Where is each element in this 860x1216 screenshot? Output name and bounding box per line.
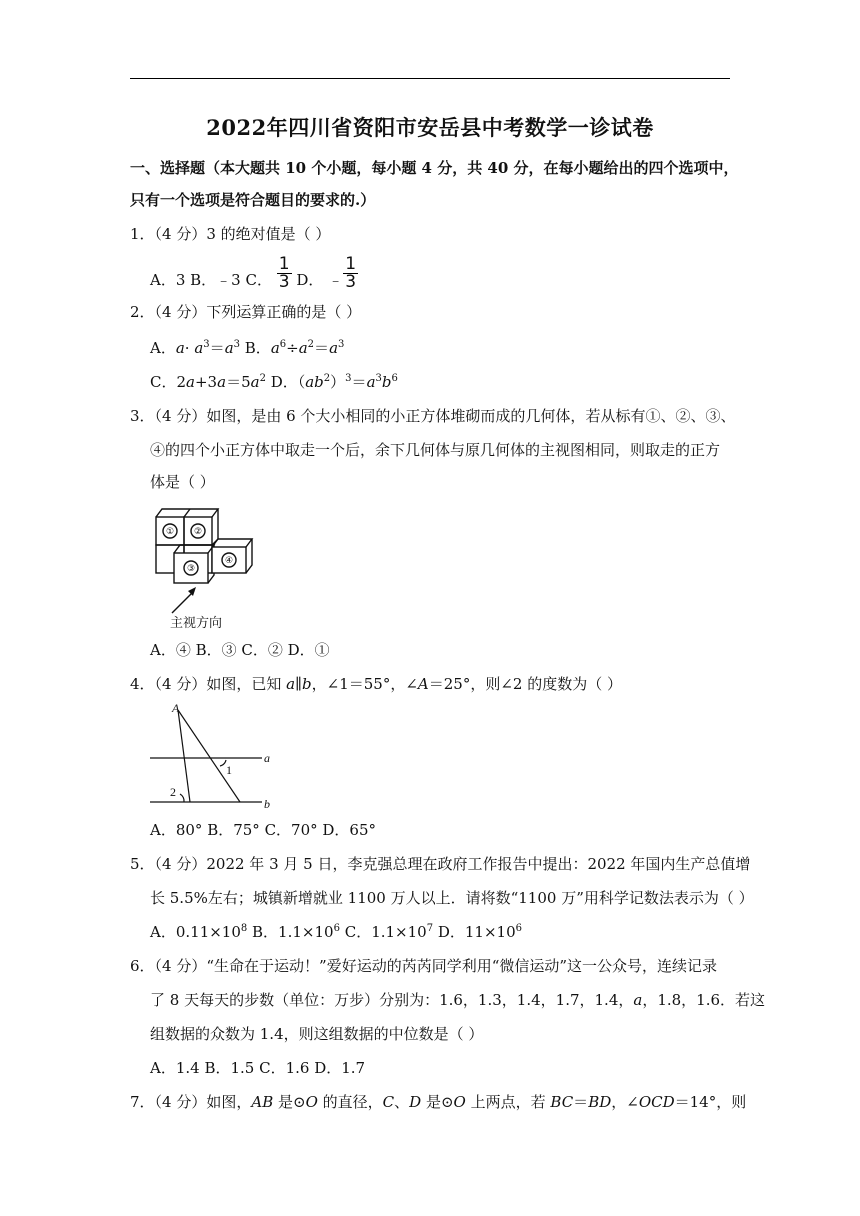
q4-parallel-lines-figure — [148, 700, 276, 812]
view-direction-caption: 主视方向 — [170, 616, 223, 630]
section-instructions-line1: 一、选择题（本大题共 10 个小题，每小题 4 分，共 40 分，在每小题给出的四个选项中， — [130, 159, 739, 177]
angle-2-label: 2 — [170, 785, 176, 799]
q5-options: A．$0.11\times 10^8$ B．$1.1\times 10^6$ C．$1.1\times 10^7$ D．$11\times 10^6$ — [150, 923, 523, 941]
point-A-label: A — [172, 701, 180, 715]
cube-label-2: ② — [193, 527, 203, 537]
q1-fraction-d: $\frac{1}{3}$ — [345, 253, 357, 292]
header-rule — [130, 78, 730, 79]
q1-option-d-label: D． — [296, 271, 324, 289]
view-direction-arrow — [172, 591, 194, 613]
q1-options — [150, 253, 358, 292]
q4-options: A．80° B．75° C．70° D．65° — [150, 821, 377, 839]
q2-stem: 2．（4 分）下列运算正确的是（ ） — [130, 303, 362, 321]
q3-stem-line3: 体是（ ） — [150, 473, 215, 491]
q2-options-cd: C．$2a+3a=5a^2$ D．$(ab^2)^3=a^3b^6$ — [150, 373, 398, 391]
q6-stem-line1: 6．（4 分）“生命在于运动！”爱好运动的芮芮同学利用“微信运动”这一公众号，连续记录 — [130, 957, 718, 975]
page-title: 2022年四川省资阳市安岳县中考数学一诊试卷 — [206, 115, 654, 140]
angle-2-arc — [180, 794, 184, 802]
cube-label-1: ① — [165, 527, 175, 537]
q5-stem-line1: 5．（4 分）2022 年 3 月 5 日，李克强总理在政府工作报告中提出：2022 年国内生产总值增 — [130, 855, 751, 873]
q1-options-ab: A．3 B．﹣3 C． — [150, 271, 272, 289]
line-b-label: b — [264, 797, 270, 811]
angle-1-label: 1 — [226, 763, 232, 777]
q6-stem-line3: 组数据的众数为 1.4，则这组数据的中位数是（ ） — [150, 1025, 484, 1043]
q3-options: A．④ B．③ C．② D．① — [150, 641, 330, 659]
transversal-1 — [178, 710, 240, 802]
q6-options: A．1.4 B．1.5 C．1.6 D．1.7 — [150, 1059, 366, 1077]
q4-stem: 4．（4 分）如图，已知 a∥b，∠1＝55°，∠A＝25°，则∠2 的度数为（ ） — [130, 675, 622, 693]
q1-fraction-c: $\frac{1}{3}$ — [278, 253, 290, 292]
cube-label-3: ③ — [186, 564, 196, 574]
cube-label-4: ④ — [224, 556, 234, 566]
q3-stem-line2: ④的四个小正方体中取走一个后，余下几何体与原几何体的主视图相同，则取走的正方 — [150, 441, 721, 459]
section-instructions-line2: 只有一个选项是符合题目的要求的.） — [130, 191, 376, 209]
q7-stem-line1: 7．（4 分）如图，AB 是⊙O 的直径，C、D 是⊙O 上两点，若 BC＝BD，∠OCD＝14°，则 — [130, 1093, 747, 1111]
q2-options-ab: A．$a\cdot a^3=a^3$ B．$a^6\div a^2=a^3$ — [150, 339, 345, 357]
q1-option-d-sign: ﹣ — [328, 271, 344, 289]
q6-stem-line2: 了 8 天每天的步数（单位：万步）分别为：1.6，1.3，1.4，1.7，1.4，a，1.8，1.6．若这 — [150, 991, 766, 1009]
q5-stem-line2: 长 5.5%左右；城镇新增就业 1100 万人以上．请将数“1100 万”用科学记数法表示为（ ） — [150, 889, 754, 907]
q1-stem: 1．（4 分）3 的绝对值是（ ） — [130, 225, 331, 243]
transversal-2 — [178, 710, 190, 802]
line-a-label: a — [264, 751, 270, 765]
q3-cube-figure — [148, 505, 268, 630]
q3-stem-line1: 3．（4 分）如图，是由 6 个大小相同的小正方体堆砌而成的几何体，若从标有①、②、③、 — [130, 407, 736, 425]
